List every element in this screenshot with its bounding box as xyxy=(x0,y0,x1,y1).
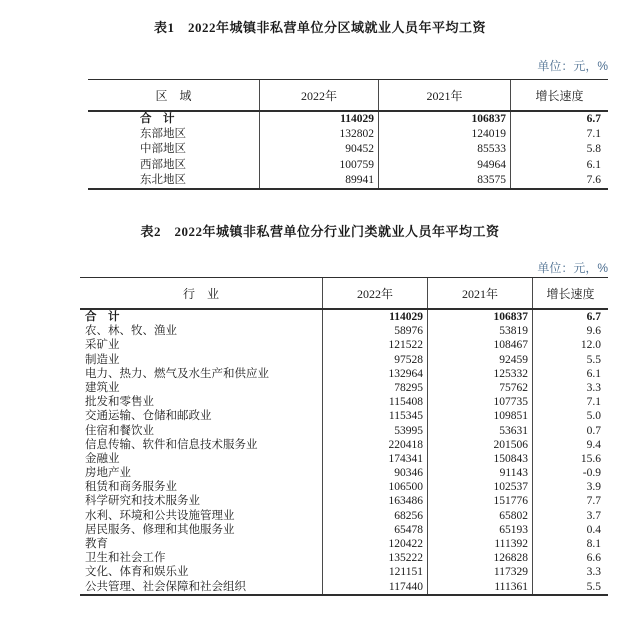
row-label: 卫生和社会工作 xyxy=(85,552,166,565)
table1-header-growth: 增长速度 xyxy=(510,80,608,110)
table-row xyxy=(80,367,608,381)
growth-rate: 7.1 xyxy=(532,395,608,409)
row-label: 合 计 xyxy=(85,311,120,323)
value-2021: 91143 xyxy=(427,466,532,480)
table-row xyxy=(80,438,608,452)
value-2021: 85533 xyxy=(378,142,510,157)
value-2022: 117440 xyxy=(322,580,427,594)
value-2022: 100759 xyxy=(259,158,378,173)
row-label: 科学研究和技术服务业 xyxy=(85,495,200,508)
row-label: 西部地区 xyxy=(140,158,186,171)
row-label: 东部地区 xyxy=(140,128,186,141)
growth-rate: 3.9 xyxy=(532,480,608,494)
table-row xyxy=(80,580,608,594)
growth-rate: 5.8 xyxy=(510,142,608,157)
value-2021: 151776 xyxy=(427,494,532,508)
row-label: 水利、环境和公共设施管理业 xyxy=(85,509,235,522)
table-row xyxy=(80,424,608,438)
value-2021: 201506 xyxy=(427,438,532,452)
table-row xyxy=(80,452,608,466)
value-2021: 65802 xyxy=(427,509,532,523)
value-2022: 121522 xyxy=(322,338,427,352)
row-label: 合 计 xyxy=(140,113,175,125)
row-label: 教育 xyxy=(85,538,108,550)
value-2022: 121151 xyxy=(322,565,427,579)
table1-region-wage-table xyxy=(88,79,608,190)
growth-rate: 3.7 xyxy=(532,509,608,523)
row-label: 中部地区 xyxy=(140,143,186,156)
table1-header-region: 区 域 xyxy=(155,88,192,103)
value-2021: 111361 xyxy=(427,580,532,594)
table1-header-2021: 2021年 xyxy=(378,80,510,110)
table-row xyxy=(88,112,608,127)
table2-unit-label: 单位：元，% xyxy=(537,261,608,275)
growth-rate: 9.6 xyxy=(532,324,608,338)
table2-header-industry: 行 业 xyxy=(182,286,219,301)
value-2021: 83575 xyxy=(378,173,510,188)
growth-rate: 7.1 xyxy=(510,127,608,142)
table1-body xyxy=(88,112,608,188)
value-2022: 68256 xyxy=(322,509,427,523)
table-row xyxy=(80,395,608,409)
growth-rate: 5.0 xyxy=(532,409,608,423)
table-row xyxy=(80,509,608,523)
row-label: 居民服务、修理和其他服务业 xyxy=(85,523,235,536)
table2-header-row xyxy=(80,278,608,310)
value-2022: 97528 xyxy=(322,353,427,367)
table-row xyxy=(80,324,608,338)
value-2021: 106837 xyxy=(378,112,510,127)
value-2022: 132802 xyxy=(259,127,378,142)
value-2021: 117329 xyxy=(427,565,532,579)
growth-rate: 9.4 xyxy=(532,438,608,452)
growth-rate: 6.6 xyxy=(532,551,608,565)
value-2021: 107735 xyxy=(427,395,532,409)
table-row xyxy=(80,565,608,579)
growth-rate: 5.5 xyxy=(532,353,608,367)
value-2022: 89941 xyxy=(259,173,378,188)
table-row xyxy=(88,127,608,142)
value-2021: 75762 xyxy=(427,381,532,395)
row-label: 租赁和商务服务业 xyxy=(85,481,177,494)
value-2022: 174341 xyxy=(322,452,427,466)
value-2021: 53631 xyxy=(427,424,532,438)
growth-rate: 6.7 xyxy=(532,310,608,324)
value-2021: 92459 xyxy=(427,353,532,367)
value-2022: 120422 xyxy=(322,537,427,551)
growth-rate: 6.1 xyxy=(532,367,608,381)
row-label: 批发和零售业 xyxy=(85,396,154,409)
row-label: 制造业 xyxy=(85,353,120,366)
value-2021: 94964 xyxy=(378,158,510,173)
table-row xyxy=(80,551,608,565)
growth-rate: 6.7 xyxy=(510,112,608,127)
table1-header-row xyxy=(88,80,608,112)
row-label: 房地产业 xyxy=(85,467,131,480)
value-2021: 124019 xyxy=(378,127,510,142)
table-row xyxy=(80,466,608,480)
value-2021: 111392 xyxy=(427,537,532,551)
table2-header-2022: 2022年 xyxy=(322,278,427,308)
growth-rate: 5.5 xyxy=(532,580,608,594)
value-2022: 114029 xyxy=(322,310,427,324)
row-label: 交通运输、仓储和邮政业 xyxy=(85,410,212,423)
value-2022: 90346 xyxy=(322,466,427,480)
growth-rate: 8.1 xyxy=(532,537,608,551)
table-row xyxy=(80,381,608,395)
growth-rate: 15.6 xyxy=(532,452,608,466)
growth-rate: 0.7 xyxy=(532,424,608,438)
value-2022: 220418 xyxy=(322,438,427,452)
value-2022: 115345 xyxy=(322,409,427,423)
row-label: 金融业 xyxy=(85,452,120,465)
table-row xyxy=(80,537,608,551)
growth-rate: 6.1 xyxy=(510,158,608,173)
growth-rate: 7.6 xyxy=(510,173,608,188)
table1-header-2022: 2022年 xyxy=(259,80,378,110)
table2-header-growth: 增长速度 xyxy=(532,278,608,308)
table-row xyxy=(88,173,608,188)
table1-unit-label: 单位：元，% xyxy=(537,59,608,73)
table-row xyxy=(88,142,608,157)
row-label: 东北地区 xyxy=(140,173,186,186)
value-2022: 58976 xyxy=(322,324,427,338)
row-label: 农、林、牧、渔业 xyxy=(85,325,177,338)
table-row xyxy=(88,158,608,173)
table-row xyxy=(80,409,608,423)
value-2021: 126828 xyxy=(427,551,532,565)
table2-industry-wage-table xyxy=(80,277,608,596)
growth-rate: 7.7 xyxy=(532,494,608,508)
growth-rate: -0.9 xyxy=(532,466,608,480)
value-2021: 102537 xyxy=(427,480,532,494)
value-2022: 114029 xyxy=(259,112,378,127)
value-2022: 135222 xyxy=(322,551,427,565)
growth-rate: 3.3 xyxy=(532,565,608,579)
value-2022: 53995 xyxy=(322,424,427,438)
growth-rate: 12.0 xyxy=(532,338,608,352)
row-label: 公共管理、社会保障和社会组织 xyxy=(85,580,246,593)
row-label: 住宿和餐饮业 xyxy=(85,424,154,437)
value-2021: 106837 xyxy=(427,310,532,324)
table-row xyxy=(80,494,608,508)
value-2022: 115408 xyxy=(322,395,427,409)
table-row xyxy=(80,523,608,537)
value-2021: 150843 xyxy=(427,452,532,466)
value-2022: 78295 xyxy=(322,381,427,395)
value-2022: 106500 xyxy=(322,480,427,494)
value-2021: 65193 xyxy=(427,523,532,537)
row-label: 信息传输、软件和信息技术服务业 xyxy=(85,438,258,451)
value-2021: 108467 xyxy=(427,338,532,352)
value-2021: 125332 xyxy=(427,367,532,381)
row-label: 电力、热力、燃气及水生产和供应业 xyxy=(85,367,269,380)
value-2021: 109851 xyxy=(427,409,532,423)
row-label: 采矿业 xyxy=(85,339,120,352)
growth-rate: 0.4 xyxy=(532,523,608,537)
table1-title: 表1 2022年城镇非私营单位分区域就业人员年平均工资 xyxy=(153,20,486,35)
value-2022: 65478 xyxy=(322,523,427,537)
value-2021: 53819 xyxy=(427,324,532,338)
table-row xyxy=(80,353,608,367)
table-row xyxy=(80,338,608,352)
value-2022: 90452 xyxy=(259,142,378,157)
row-label: 建筑业 xyxy=(85,381,120,394)
table-row xyxy=(80,310,608,324)
row-label: 文化、体育和娱乐业 xyxy=(85,566,189,579)
value-2022: 163486 xyxy=(322,494,427,508)
growth-rate: 3.3 xyxy=(532,381,608,395)
table2-header-2021: 2021年 xyxy=(427,278,532,308)
table2-title: 表2 2022年城镇非私营单位分行业门类就业人员年平均工资 xyxy=(140,224,500,239)
value-2022: 132964 xyxy=(322,367,427,381)
table-row xyxy=(80,480,608,494)
table2-body xyxy=(80,310,608,594)
